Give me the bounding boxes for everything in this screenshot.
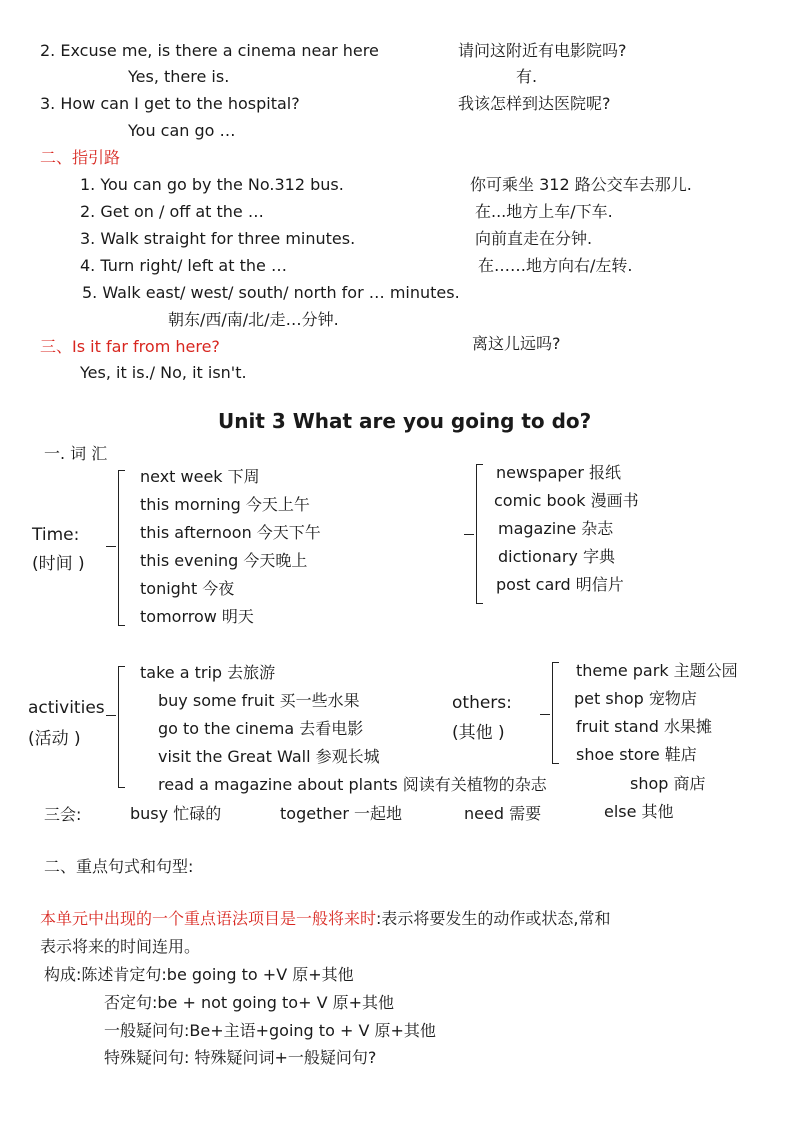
q2-answer-zh: 有. [516,67,538,86]
time-label: Time: [32,525,80,545]
other-item: shoe store 鞋店 [576,745,697,764]
activities-brace-tick [106,715,116,716]
shop-item: shop 商店 [630,774,706,793]
grammar-rule: 否定句:be + not going to+ V 原+其他 [104,993,395,1012]
activities-brace [118,666,125,788]
unit-title: Unit 3 What are you going to do? [218,409,592,433]
reading-item: newspaper 报纸 [496,463,622,482]
other-item: fruit stand 水果摊 [576,717,712,736]
reading-item: dictionary 字典 [498,547,615,566]
direction-item-4-zh: 在……地方向右/左转. [478,256,633,275]
others-label: others: [452,693,512,713]
reading-brace-tick [464,534,474,535]
activity-item: go to the cinema 去看电影 [158,719,364,738]
directions-heading: 二、指引路 [40,148,121,167]
vocab-heading: 一. 词 汇 [44,444,108,463]
time-brace [118,470,125,626]
sanhui-item: need 需要 [464,804,542,823]
reading-item: post card 明信片 [496,575,624,594]
time-item: this afternoon 今天下午 [140,523,321,542]
grammar-rule: 特殊疑问句: 特殊疑问词+一般疑问句? [104,1048,377,1067]
time-brace-tick [106,546,116,547]
activity-item: take a trip 去旅游 [140,663,276,682]
sanhui-item: else 其他 [604,802,674,821]
others-brace [552,662,559,764]
q3-answer-en: You can go … [128,121,236,140]
sanhui-item: together 一起地 [280,804,402,823]
others-label-zh: (其他 ) [452,723,505,743]
time-item: tomorrow 明天 [140,607,254,626]
grammar-rule: 构成:陈述肯定句:be going to +V 原+其他 [44,965,354,984]
reading-item: comic book 漫画书 [494,491,639,510]
reading-brace [476,464,483,604]
time-item: this evening 今天晚上 [140,551,308,570]
activities-label: activities [28,698,105,718]
direction-item-5-zh: 朝东/西/南/北/走…分钟. [168,310,339,329]
activity-item: buy some fruit 买一些水果 [158,691,360,710]
direction-item-1-en: 1. You can go by the No.312 bus. [80,175,344,194]
grammar-intro [40,908,611,930]
grammar-rule: 一般疑问句:Be+主语+going to + V 原+其他 [104,1021,436,1040]
q2-zh: 请问这附近有电影院吗? [458,41,627,60]
far-heading: 三、Is it far from here? [40,337,220,356]
activity-item: read a magazine about plants 阅读有关植物的杂志 [158,775,547,794]
direction-item-1-zh: 你可乘坐 312 路公交车去那儿. [470,175,692,194]
time-label-zh: (时间 ) [32,554,85,574]
q2-en: 2. Excuse me, is there a cinema near here [40,41,379,60]
direction-item-3-en: 3. Walk straight for three minutes. [80,229,356,248]
grammar-heading: 二、重点句式和句型: [44,857,194,876]
grammar-intro-rest: :表示将要发生的动作或状态,常和 [376,909,611,928]
direction-item-2-zh: 在...地方上车/下车. [475,202,613,221]
direction-item-2-en: 2. Get on / off at the … [80,202,264,221]
activity-item: visit the Great Wall 参观长城 [158,747,380,766]
q3-en: 3. How can I get to the hospital? [40,94,300,113]
reading-item: magazine 杂志 [498,519,614,538]
grammar-intro-highlight: 本单元中出现的一个重点语法项目是一般将来时 [40,909,377,928]
far-zh: 离这儿远吗? [472,334,561,353]
direction-item-3-zh: 向前直走在分钟. [475,229,593,248]
sanhui-item: busy 忙碌的 [130,804,222,823]
time-item: this morning 今天上午 [140,495,310,514]
direction-item-4-en: 4. Turn right/ left at the … [80,256,287,275]
far-answer: Yes, it is./ No, it isn't. [80,363,247,382]
grammar-intro-line2: 表示将来的时间连用。 [40,937,201,956]
q3-zh: 我该怎样到达医院呢? [458,94,611,113]
direction-item-5-en: 5. Walk east/ west/ south/ north for … minutes. [82,283,460,302]
q2-answer-en: Yes, there is. [128,67,230,86]
activities-label-zh: (活动 ) [28,729,81,749]
other-item: theme park 主题公园 [576,661,738,680]
other-item: pet shop 宠物店 [574,689,697,708]
sanhui-label: 三会: [44,805,82,824]
others-brace-tick [540,714,550,715]
time-item: next week 下周 [140,467,260,486]
time-item: tonight 今夜 [140,579,235,598]
